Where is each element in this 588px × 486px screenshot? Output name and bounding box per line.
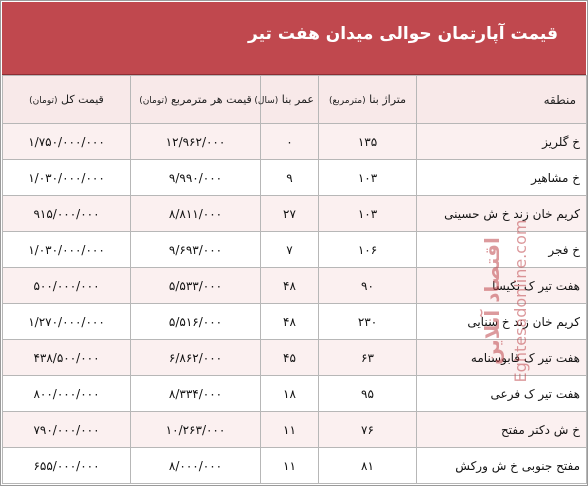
cell-region: هفت تیر ک قابوسنامه bbox=[417, 340, 587, 376]
cell-region: خ فجر bbox=[417, 232, 587, 268]
cell-age: ۰ bbox=[261, 124, 319, 160]
cell-age: ۷ bbox=[261, 232, 319, 268]
cell-total-price: ۶۵۵/۰۰۰/۰۰۰ bbox=[3, 448, 131, 484]
cell-area: ۱۳۵ bbox=[319, 124, 417, 160]
cell-age: ۹ bbox=[261, 160, 319, 196]
cell-age: ۴۵ bbox=[261, 340, 319, 376]
cell-total-price: ۱/۰۳۰/۰۰۰/۰۰۰ bbox=[3, 232, 131, 268]
cell-age: ۱۸ bbox=[261, 376, 319, 412]
cell-total-price: ۸۰۰/۰۰۰/۰۰۰ bbox=[3, 376, 131, 412]
header-age: عمر بنا (سال) bbox=[261, 76, 319, 124]
cell-total-price: ۱/۰۳۰/۰۰۰/۰۰۰ bbox=[3, 160, 131, 196]
table-header-row bbox=[3, 76, 587, 124]
table-row bbox=[3, 340, 587, 376]
cell-price-per-m2: ۵/۵۱۶/۰۰۰ bbox=[131, 304, 261, 340]
cell-region: هفت تیر ک فرعی bbox=[417, 376, 587, 412]
cell-area: ۲۳۰ bbox=[319, 304, 417, 340]
cell-total-price: ۱/۲۷۰/۰۰۰/۰۰۰ bbox=[3, 304, 131, 340]
page-title: قیمت آپارتمان حوالی میدان هفت تیر bbox=[248, 24, 558, 44]
cell-area: ۹۰ bbox=[319, 268, 417, 304]
cell-area: ۱۰۳ bbox=[319, 160, 417, 196]
cell-area: ۱۰۳ bbox=[319, 196, 417, 232]
cell-region: مفتح جنوبی خ ش ورکش bbox=[417, 448, 587, 484]
table-row bbox=[3, 232, 587, 268]
cell-price-per-m2: ۸/۳۳۴/۰۰۰ bbox=[131, 376, 261, 412]
cell-region: خ ش دکتر مفتح bbox=[417, 412, 587, 448]
cell-region: کریم خان زند خ سنایی bbox=[417, 304, 587, 340]
cell-price-per-m2: ۹/۶۹۳/۰۰۰ bbox=[131, 232, 261, 268]
header-price-per-m2-unit: (تومان) bbox=[139, 96, 168, 106]
table-row bbox=[3, 304, 587, 340]
watermark-latin: Eghtesadonline.com bbox=[511, 219, 530, 383]
cell-area: ۶۳ bbox=[319, 340, 417, 376]
cell-age: ۱۱ bbox=[261, 412, 319, 448]
title-bar bbox=[2, 2, 586, 75]
table-body bbox=[3, 124, 587, 484]
table-row bbox=[3, 376, 587, 412]
cell-region: کریم خان زند خ ش حسینی bbox=[417, 196, 587, 232]
cell-price-per-m2: ۸/۸۱۱/۰۰۰ bbox=[131, 196, 261, 232]
cell-area: ۱۰۶ bbox=[319, 232, 417, 268]
watermark-persian: اقتصاد آنلاین bbox=[480, 237, 504, 365]
header-region: منطقه bbox=[417, 76, 587, 124]
cell-price-per-m2: ۶/۸۶۲/۰۰۰ bbox=[131, 340, 261, 376]
cell-area: ۹۵ bbox=[319, 376, 417, 412]
cell-price-per-m2: ۵/۵۳۳/۰۰۰ bbox=[131, 268, 261, 304]
cell-price-per-m2: ۱۰/۲۶۳/۰۰۰ bbox=[131, 412, 261, 448]
table-row bbox=[3, 268, 587, 304]
cell-age: ۲۷ bbox=[261, 196, 319, 232]
cell-total-price: ۱/۷۵۰/۰۰۰/۰۰۰ bbox=[3, 124, 131, 160]
table-row bbox=[3, 448, 587, 484]
cell-price-per-m2: ۱۲/۹۶۲/۰۰۰ bbox=[131, 124, 261, 160]
cell-price-per-m2: ۸/۰۰۰/۰۰۰ bbox=[131, 448, 261, 484]
cell-age: ۴۸ bbox=[261, 304, 319, 340]
header-total-price-unit: (تومان) bbox=[29, 96, 58, 106]
price-table bbox=[2, 75, 587, 484]
table-row bbox=[3, 124, 587, 160]
table-row bbox=[3, 196, 587, 232]
header-area: متراژ بنا (مترمربع) bbox=[319, 76, 417, 124]
cell-area: ۸۱ bbox=[319, 448, 417, 484]
header-total-price: قیمت کل (تومان) bbox=[3, 76, 131, 124]
table-row bbox=[3, 412, 587, 448]
table-row bbox=[3, 160, 587, 196]
cell-total-price: ۵۰۰/۰۰۰/۰۰۰ bbox=[3, 268, 131, 304]
header-area-unit: (مترمربع) bbox=[329, 96, 366, 106]
cell-total-price: ۹۱۵/۰۰۰/۰۰۰ bbox=[3, 196, 131, 232]
cell-region: خ گلریز bbox=[417, 124, 587, 160]
cell-region: هفت تیر ک نکیسا bbox=[417, 268, 587, 304]
cell-age: ۴۸ bbox=[261, 268, 319, 304]
cell-age: ۱۱ bbox=[261, 448, 319, 484]
header-price-per-m2: قیمت هر مترمربع (تومان) bbox=[131, 76, 261, 124]
cell-area: ۷۶ bbox=[319, 412, 417, 448]
cell-total-price: ۴۳۸/۵۰۰/۰۰۰ bbox=[3, 340, 131, 376]
header-age-unit: (سال) bbox=[254, 96, 279, 106]
cell-price-per-m2: ۹/۹۹۰/۰۰۰ bbox=[131, 160, 261, 196]
cell-total-price: ۷۹۰/۰۰۰/۰۰۰ bbox=[3, 412, 131, 448]
cell-region: خ مشاهیر bbox=[417, 160, 587, 196]
